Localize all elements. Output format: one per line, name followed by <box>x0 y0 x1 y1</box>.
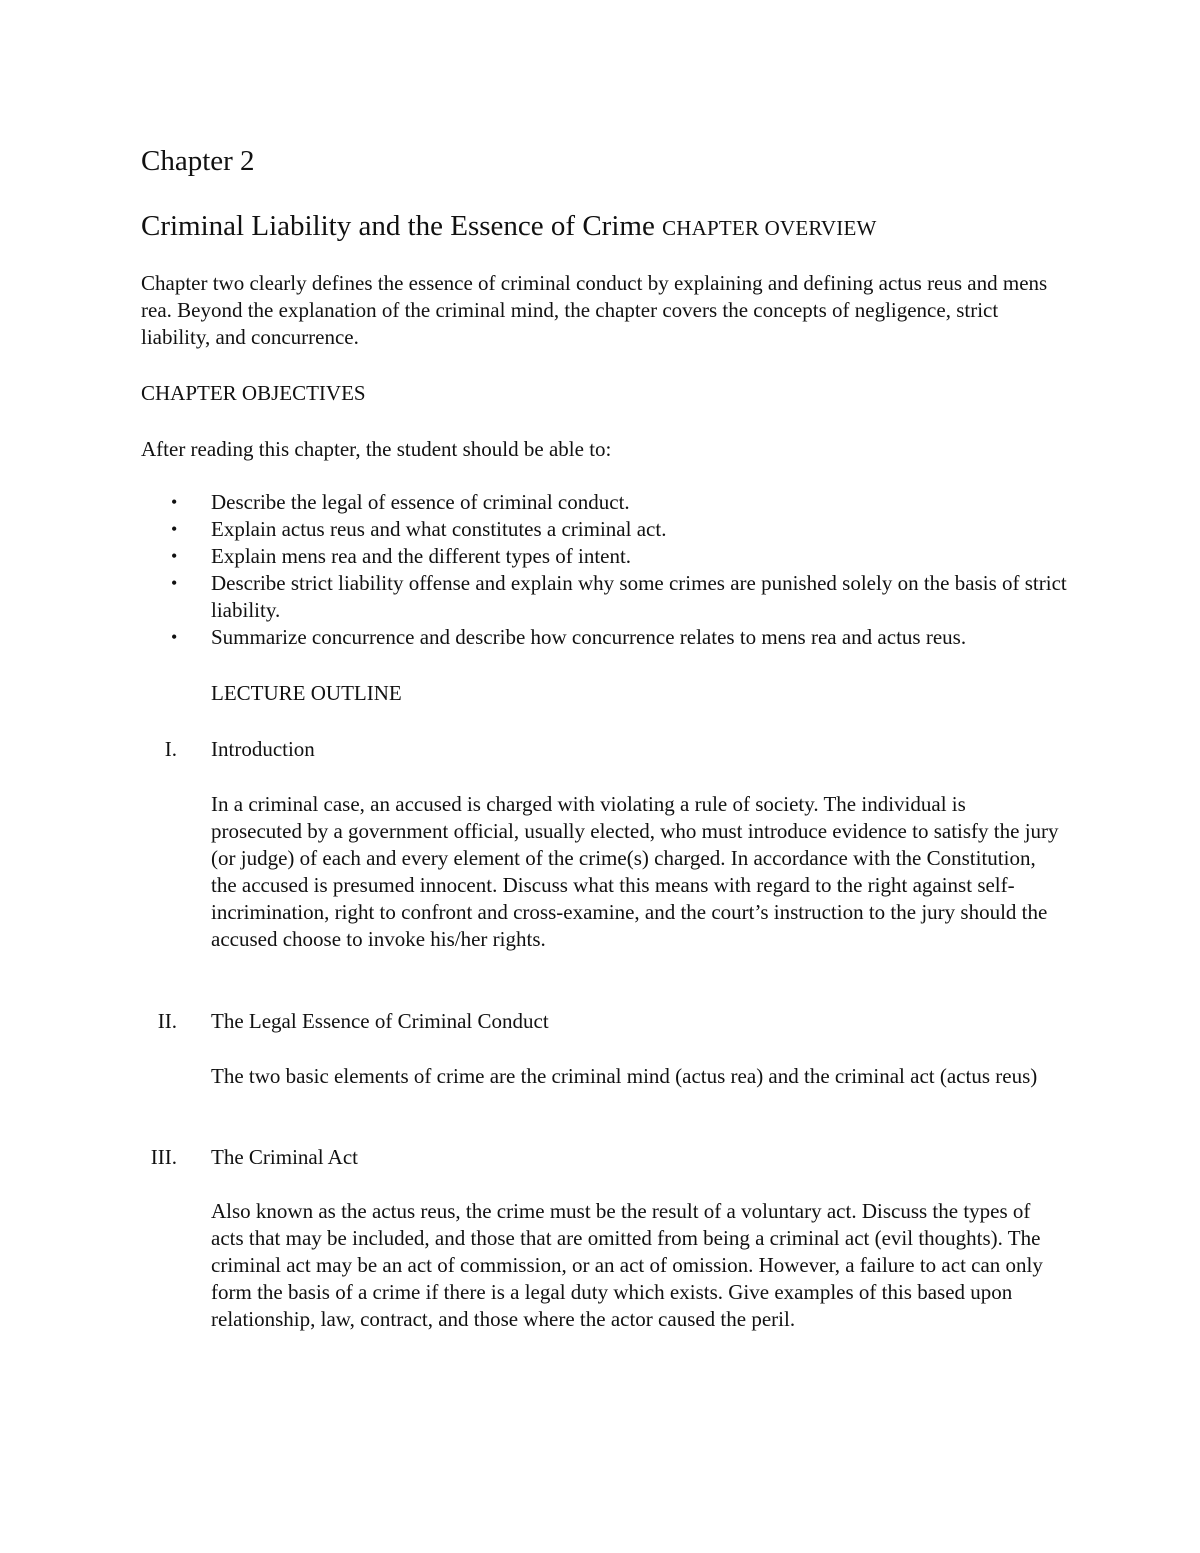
objective-text: Describe the legal of essence of criminal conduct. <box>211 490 630 514</box>
bullet-icon: • <box>171 519 178 539</box>
lecture-outline-heading: LECTURE OUTLINE <box>211 681 402 705</box>
outline-numeral-3: III. <box>150 1145 177 1169</box>
objective-text: Summarize concurrence and describe how concurrence relates to mens rea and actus reus. <box>211 625 967 649</box>
objective-item <box>141 543 1081 570</box>
overview-paragraph: Chapter two clearly defines the essence of criminal conduct by explaining and defining actus reus and mens rea. Beyond the explanation of the criminal mind, the chapter covers the concepts of negligence, strict liability, and concurrence. <box>141 271 1048 349</box>
objective-item <box>141 516 1081 543</box>
objective-item <box>141 624 1081 651</box>
outline-heading-introduction: Introduction <box>211 737 315 761</box>
objective-text: Explain mens rea and the different types of intent. <box>211 544 632 568</box>
outline-paragraph-criminal-act: Also known as the actus reus, the crime must be the result of a voluntary act. Discuss the types of acts that may be included, and those that are omitted from being a criminal act (evil thoughts). The criminal act may be an act of commission, or an act of omission. However, a failure to act can only form the basis of a crime if there is a legal duty which exists. Give examples of this based upon relationship, law, contract, and those where the actor caused the peril. <box>211 1199 1043 1331</box>
objectives-intro: After reading this chapter, the student should be able to: <box>141 437 612 461</box>
outline-paragraph-legal-essence: The two basic elements of crime are the criminal mind (actus rea) and the criminal act (actus reus) <box>211 1064 1038 1088</box>
bullet-icon: • <box>171 627 178 647</box>
outline-numeral-2: II. <box>157 1009 177 1033</box>
outline-paragraph-introduction: In a criminal case, an accused is charged with violating a rule of society. The individual is prosecuted by a government official, usually elected, who must introduce evidence to satisfy the jury (or judge) of each and every element of the crime(s) charged. In accordance with the Constitution, the accused is presumed innocent. Discuss what this means with regard to the right against self-incrimination, right to confront and cross-examine, and the court’s instruction to the jury should the accused choose to invoke his/her rights. <box>211 792 1059 951</box>
bullet-icon: • <box>171 573 178 593</box>
outline-heading-legal-essence: The Legal Essence of Criminal Conduct <box>211 1009 549 1033</box>
chapter-label: Chapter 2 <box>141 145 255 177</box>
chapter-title-line <box>141 208 877 246</box>
objectives-heading: CHAPTER OBJECTIVES <box>141 381 366 405</box>
outline-heading-criminal-act: The Criminal Act <box>211 1145 358 1169</box>
objective-item <box>141 489 1081 516</box>
objective-text: Explain actus reus and what constitutes a criminal act. <box>211 517 667 541</box>
objective-item <box>141 570 1081 624</box>
bullet-icon: • <box>171 546 178 566</box>
bullet-icon: • <box>171 492 178 512</box>
objectives-list <box>141 489 1081 651</box>
outline-numeral-1: I. <box>164 737 177 761</box>
chapter-overview-label: CHAPTER OVERVIEW <box>662 216 877 240</box>
objective-text: Describe strict liability offense and explain why some crimes are punished solely on the basis of strict liability. <box>211 571 1067 622</box>
chapter-title: Criminal Liability and the Essence of Crime <box>141 210 655 242</box>
